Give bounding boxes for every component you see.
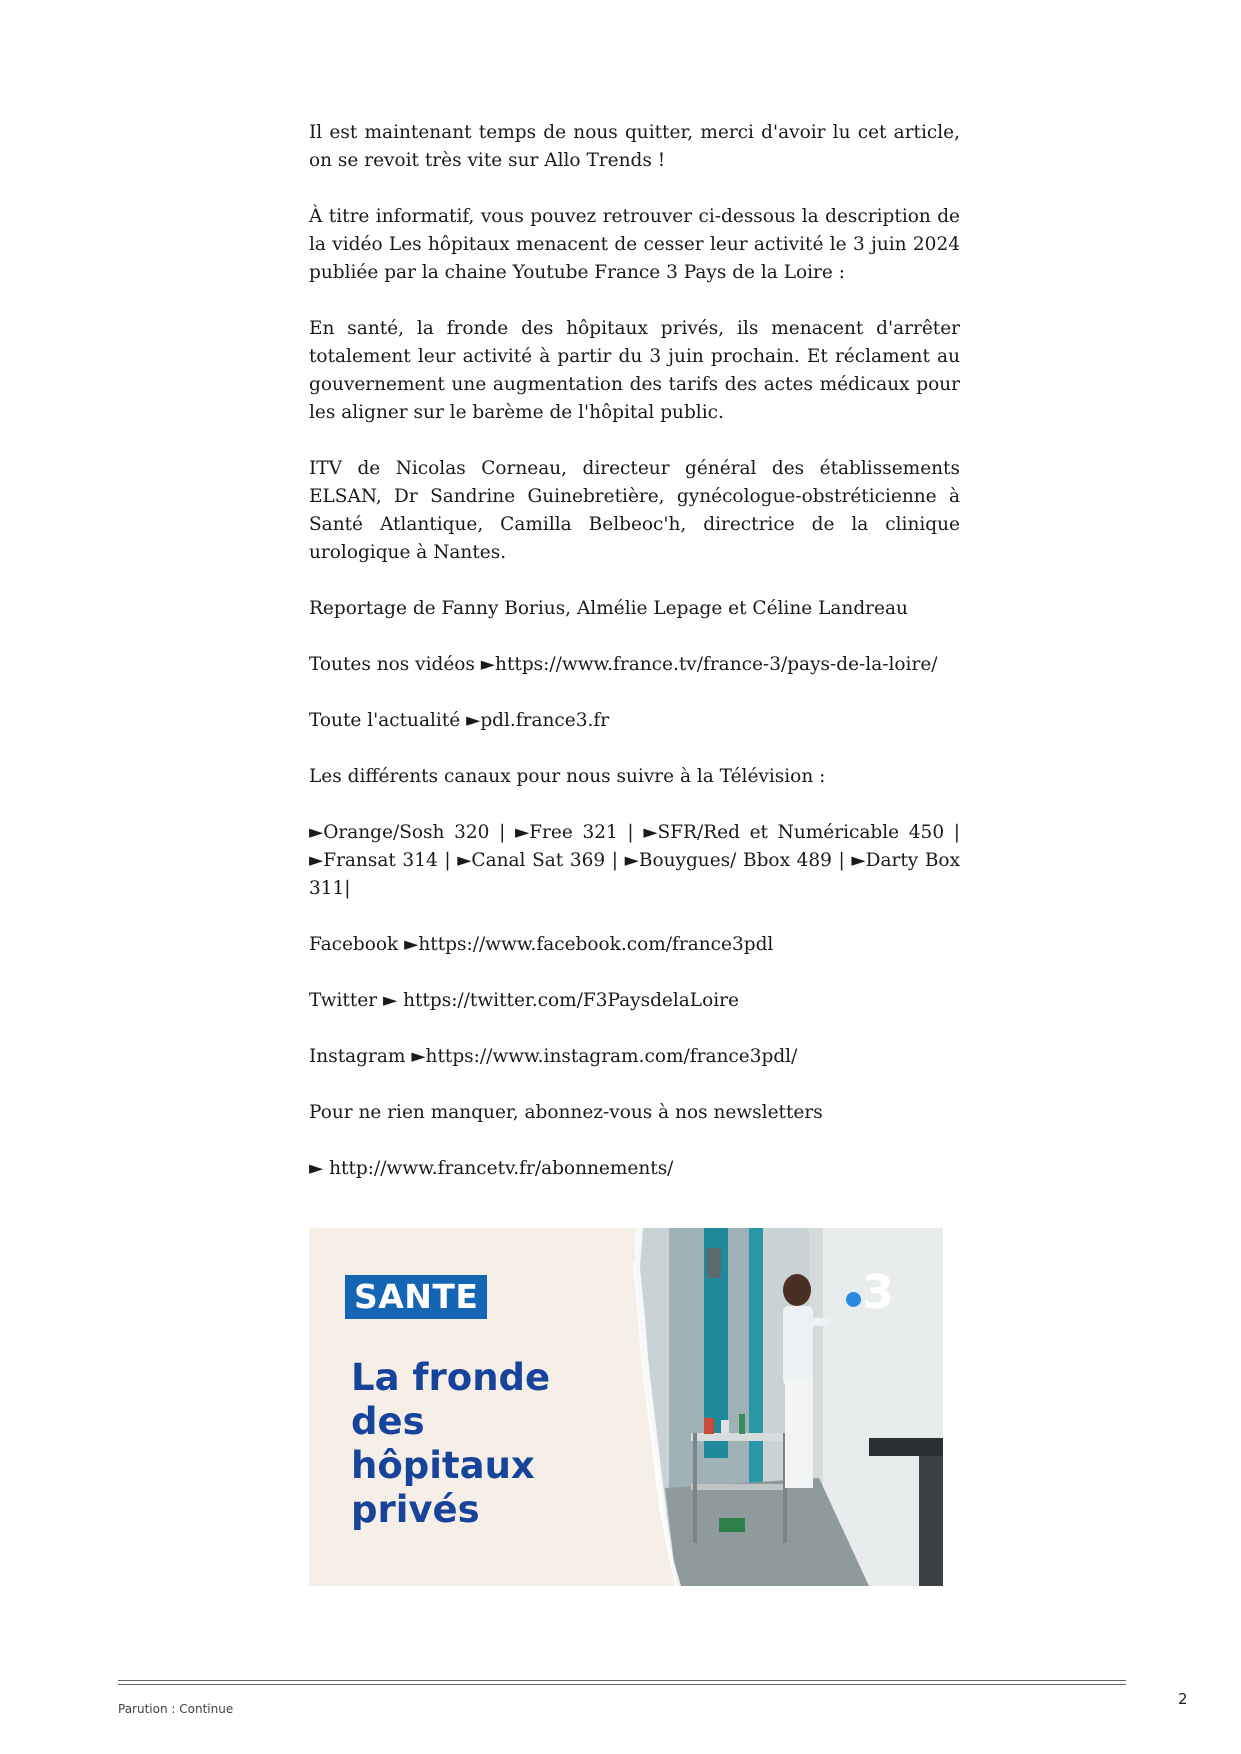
- footer-publication: Parution : Continue: [118, 1702, 234, 1716]
- article-body: [309, 119, 960, 1211]
- page-number: 2: [1178, 1690, 1188, 1708]
- headline-line: hôpitaux: [351, 1444, 535, 1487]
- link-twitter[interactable]: Twitter ► https://twitter.com/F3PaysdelaLoire: [309, 990, 739, 1011]
- logo-dot-icon: [846, 1292, 861, 1307]
- link-instagram[interactable]: Instagram ►https://www.instagram.com/france3pdl/: [309, 1046, 798, 1067]
- footer-divider: [118, 1684, 1126, 1685]
- paragraph-closing: Il est maintenant temps de nous quitter, merci d'avoir lu cet article, on se revoit très vite sur Allo Trends !: [309, 122, 960, 171]
- france3-logo: [846, 1265, 906, 1319]
- paragraph-credits: Reportage de Fanny Borius, Almélie Lepage et Céline Landreau: [309, 598, 908, 619]
- thumbnail-tag: SANTE: [345, 1275, 487, 1319]
- footer-divider: [118, 1680, 1126, 1681]
- thumbnail-headline: [351, 1356, 601, 1532]
- paragraph-summary: En santé, la fronde des hôpitaux privés, ils menacent d'arrêter totalement leur activité à partir du 3 juin prochain. Et réclament au gouvernement une augmentation des tarifs des actes médicaux pour les aligner sur le barème de l'hôpital public.: [309, 318, 960, 423]
- paragraph-tv-channels-intro: Les différents canaux pour nous suivre à la Télévision :: [309, 766, 826, 787]
- paragraph-newsletter: Pour ne rien manquer, abonnez-vous à nos newsletters: [309, 1102, 823, 1123]
- paragraph-info: À titre informatif, vous pouvez retrouver ci-dessous la description de la vidéo Les hôpitaux menacent de cesser leur activité le 3 juin 2024 publiée par la chaine Youtube France 3 Pays de la Loire :: [309, 206, 960, 283]
- link-subscriptions[interactable]: ► http://www.francetv.fr/abonnements/: [309, 1158, 674, 1179]
- headline-line: La fronde: [351, 1356, 551, 1399]
- headline-line: privés: [351, 1488, 480, 1531]
- headline-line: des: [351, 1400, 425, 1443]
- link-all-videos[interactable]: Toutes nos vidéos ►https://www.france.tv/france-3/pays-de-la-loire/: [309, 654, 938, 675]
- link-news[interactable]: Toute l'actualité ►pdl.france3.fr: [309, 710, 610, 731]
- logo-number: 3: [862, 1265, 895, 1319]
- video-thumbnail: [309, 1228, 943, 1586]
- paragraph-interviews: ITV de Nicolas Corneau, directeur général des établissements ELSAN, Dr Sandrine Guinebretière, gynécologue-obstréticienne à Santé Atlantique, Camilla Belbeoc'h, directrice de la clinique urologique à Nantes.: [309, 458, 960, 563]
- link-facebook[interactable]: Facebook ►https://www.facebook.com/france3pdl: [309, 934, 774, 955]
- paragraph-tv-channels: ►Orange/Sosh 320 | ►Free 321 | ►SFR/Red et Numéricable 450 | ►Fransat 314 | ►Canal Sat 369 | ►Bouygues/ Bbox 489 | ►Darty Box 311|: [309, 822, 960, 899]
